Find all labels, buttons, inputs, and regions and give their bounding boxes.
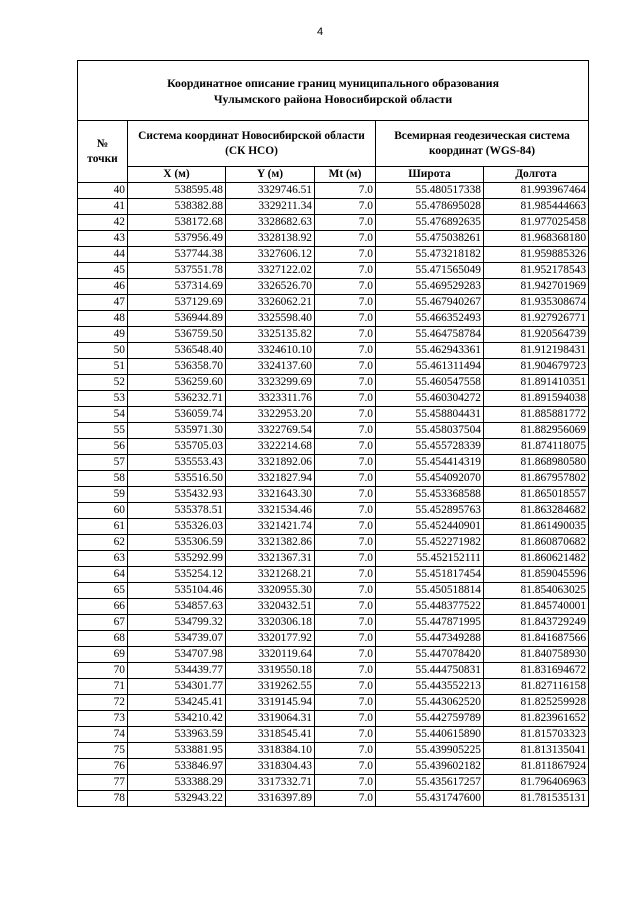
point-number-header [78,121,128,183]
table-row [78,599,589,615]
table-row [78,423,589,439]
latitude-cell: 55.440615890 [376,727,484,743]
x-cell: 534301.77 [128,679,226,695]
longitude-cell: 81.813135041 [484,743,589,759]
mt-cell: 7.0 [315,327,376,343]
table-row [78,631,589,647]
table-row [78,487,589,503]
y-cell: 3321268.21 [226,567,315,583]
y-cell: 3328682.63 [226,215,315,231]
table-row [78,439,589,455]
y-cell: 3320119.64 [226,647,315,663]
y-cell: 3322953.20 [226,407,315,423]
y-cell: 3327122.02 [226,263,315,279]
point-number-cell: 56 [78,439,128,455]
point-number-cell: 45 [78,263,128,279]
y-cell: 3325135.82 [226,327,315,343]
x-cell: 537744.38 [128,247,226,263]
x-cell: 536059.74 [128,407,226,423]
point-number-cell: 46 [78,279,128,295]
longitude-cell: 81.920564739 [484,327,589,343]
mt-cell: 7.0 [315,471,376,487]
point-number-cell: 64 [78,567,128,583]
mt-cell: 7.0 [315,407,376,423]
mt-cell: 7.0 [315,199,376,215]
x-cell: 535254.12 [128,567,226,583]
table-row [78,391,589,407]
mt-cell: 7.0 [315,775,376,791]
longitude-cell: 81.854063025 [484,583,589,599]
longitude-cell: 81.841687566 [484,631,589,647]
longitude-cell: 81.952178543 [484,263,589,279]
longitude-cell: 81.985444663 [484,199,589,215]
latitude-cell: 55.452440901 [376,519,484,535]
latitude-cell: 55.435617257 [376,775,484,791]
x-cell: 534245.41 [128,695,226,711]
point-number-cell: 44 [78,247,128,263]
x-cell: 536259.60 [128,375,226,391]
table-row [78,743,589,759]
x-cell: 534707.98 [128,647,226,663]
point-number-symbol: № [96,137,109,150]
y-cell: 3322214.68 [226,439,315,455]
mt-cell: 7.0 [315,615,376,631]
latitude-cell: 55.455728339 [376,439,484,455]
mt-cell: 7.0 [315,759,376,775]
latitude-cell: 55.447871995 [376,615,484,631]
y-cell: 3316397.89 [226,791,315,807]
mt-cell: 7.0 [315,455,376,471]
y-cell: 3329746.51 [226,183,315,199]
longitude-cell: 81.781535131 [484,791,589,807]
latitude-cell: 55.467940267 [376,295,484,311]
table-row [78,727,589,743]
point-number-cell: 62 [78,535,128,551]
x-cell: 534799.32 [128,615,226,631]
mt-cell: 7.0 [315,311,376,327]
table-row [78,567,589,583]
table-row [78,679,589,695]
longitude-cell: 81.942701969 [484,279,589,295]
mt-cell: 7.0 [315,727,376,743]
mt-cell: 7.0 [315,743,376,759]
latitude-cell: 55.452152111 [376,551,484,567]
x-cell: 537129.69 [128,295,226,311]
latitude-cell: 55.475038261 [376,231,484,247]
table-row [78,215,589,231]
table-row [78,759,589,775]
y-cell: 3322769.54 [226,423,315,439]
point-number-cell: 43 [78,231,128,247]
point-number-cell: 68 [78,631,128,647]
point-number-cell: 76 [78,759,128,775]
y-cell: 3321382.86 [226,535,315,551]
x-cell: 535553.43 [128,455,226,471]
y-cell: 3326526.70 [226,279,315,295]
point-number-cell: 49 [78,327,128,343]
latitude-cell: 55.452895763 [376,503,484,519]
table-row [78,407,589,423]
x-cell: 535104.46 [128,583,226,599]
mt-cell: 7.0 [315,663,376,679]
latitude-cell: 55.476892635 [376,215,484,231]
y-cell: 3321534.46 [226,503,315,519]
point-number-cell: 65 [78,583,128,599]
longitude-cell: 81.845740001 [484,599,589,615]
latitude-cell: 55.431747600 [376,791,484,807]
x-cell: 536548.40 [128,343,226,359]
point-number-word: точки [87,152,118,165]
table-row [78,535,589,551]
mt-cell: 7.0 [315,439,376,455]
latitude-cell: 55.461311494 [376,359,484,375]
point-number-cell: 70 [78,663,128,679]
table-row [78,615,589,631]
longitude-cell: 81.935308674 [484,295,589,311]
point-number-cell: 63 [78,551,128,567]
longitude-cell: 81.868980580 [484,455,589,471]
y-cell: 3321421.74 [226,519,315,535]
mt-cell: 7.0 [315,247,376,263]
latitude-cell: 55.447349288 [376,631,484,647]
latitude-cell: 55.453368588 [376,487,484,503]
longitude-cell: 81.823961652 [484,711,589,727]
longitude-cell: 81.863284682 [484,503,589,519]
longitude-cell: 81.815703323 [484,727,589,743]
latitude-cell: 55.454414319 [376,455,484,471]
coordinates-table [77,60,589,807]
mt-cell: 7.0 [315,679,376,695]
table-row [78,199,589,215]
x-cell: 538382.88 [128,199,226,215]
y-cell: 3319262.55 [226,679,315,695]
x-cell: 533881.95 [128,743,226,759]
latitude-cell: 55.466352493 [376,311,484,327]
point-number-cell: 73 [78,711,128,727]
point-number-cell: 54 [78,407,128,423]
y-cell: 3321827.94 [226,471,315,487]
x-cell: 533963.59 [128,727,226,743]
latitude-cell: 55.442759789 [376,711,484,727]
latitude-cell: 55.454092070 [376,471,484,487]
longitude-cell: 81.885881772 [484,407,589,423]
x-cell: 537956.49 [128,231,226,247]
x-cell: 533388.29 [128,775,226,791]
x-cell: 535432.93 [128,487,226,503]
y-cell: 3319550.18 [226,663,315,679]
longitude-cell: 81.825259928 [484,695,589,711]
latitude-cell: 55.443552213 [376,679,484,695]
x-column-header: X (м) [128,167,226,183]
y-cell: 3329211.34 [226,199,315,215]
latitude-cell: 55.478695028 [376,199,484,215]
table-row [78,647,589,663]
y-cell: 3319145.94 [226,695,315,711]
longitude-cell: 81.843729249 [484,615,589,631]
longitude-cell: 81.912198431 [484,343,589,359]
mt-cell: 7.0 [315,343,376,359]
x-cell: 535516.50 [128,471,226,487]
mt-cell: 7.0 [315,375,376,391]
point-number-cell: 61 [78,519,128,535]
table-row [78,471,589,487]
latitude-cell: 55.480517338 [376,183,484,199]
latitude-column-header: Широта [376,167,484,183]
latitude-cell: 55.439905225 [376,743,484,759]
point-number-cell: 52 [78,375,128,391]
table-row [78,279,589,295]
point-number-cell: 41 [78,199,128,215]
latitude-cell: 55.451817454 [376,567,484,583]
wgs-group-header: Всемирная геодезическая система координат (WGS-84) [376,121,589,167]
point-number-cell: 78 [78,791,128,807]
mt-cell: 7.0 [315,487,376,503]
y-column-header: Y (м) [226,167,315,183]
point-number-cell: 40 [78,183,128,199]
point-number-cell: 69 [78,647,128,663]
y-cell: 3320177.92 [226,631,315,647]
x-cell: 535378.51 [128,503,226,519]
mt-cell: 7.0 [315,295,376,311]
y-cell: 3323311.76 [226,391,315,407]
point-number-cell: 55 [78,423,128,439]
x-cell: 532943.22 [128,791,226,807]
longitude-cell: 81.796406963 [484,775,589,791]
longitude-cell: 81.827116158 [484,679,589,695]
x-cell: 534857.63 [128,599,226,615]
longitude-cell: 81.811867924 [484,759,589,775]
point-number-cell: 66 [78,599,128,615]
table-row [78,455,589,471]
table-row [78,583,589,599]
point-number-cell: 71 [78,679,128,695]
longitude-cell: 81.831694672 [484,663,589,679]
x-cell: 536759.50 [128,327,226,343]
table-row [78,183,589,199]
longitude-cell: 81.867957802 [484,471,589,487]
table-row [78,711,589,727]
mt-cell: 7.0 [315,231,376,247]
x-cell: 534210.42 [128,711,226,727]
x-cell: 536232.71 [128,391,226,407]
point-number-cell: 58 [78,471,128,487]
y-cell: 3321643.30 [226,487,315,503]
mt-cell: 7.0 [315,519,376,535]
mt-cell: 7.0 [315,631,376,647]
y-cell: 3318384.10 [226,743,315,759]
y-cell: 3328138.92 [226,231,315,247]
latitude-cell: 55.439602182 [376,759,484,775]
latitude-cell: 55.447078420 [376,647,484,663]
mt-cell: 7.0 [315,583,376,599]
mt-cell: 7.0 [315,567,376,583]
x-cell: 535971.30 [128,423,226,439]
y-cell: 3320306.18 [226,615,315,631]
mt-cell: 7.0 [315,215,376,231]
table-row [78,503,589,519]
y-cell: 3318545.41 [226,727,315,743]
y-cell: 3321367.31 [226,551,315,567]
longitude-cell: 81.977025458 [484,215,589,231]
x-cell: 537551.78 [128,263,226,279]
latitude-cell: 55.458037504 [376,423,484,439]
longitude-cell: 81.874118075 [484,439,589,455]
x-cell: 533846.97 [128,759,226,775]
latitude-cell: 55.462943361 [376,343,484,359]
y-cell: 3321892.06 [226,455,315,471]
point-number-cell: 72 [78,695,128,711]
table-row [78,775,589,791]
point-number-cell: 53 [78,391,128,407]
longitude-cell: 81.840758930 [484,647,589,663]
latitude-cell: 55.450518814 [376,583,484,599]
table-row [78,263,589,279]
y-cell: 3327606.12 [226,247,315,263]
table-row [78,311,589,327]
longitude-cell: 81.993967464 [484,183,589,199]
table-row [78,375,589,391]
table-body [78,183,589,807]
table-row [78,663,589,679]
nso-group-header: Система координат Новосибирской области (СК НСО) [128,121,376,167]
table-row [78,327,589,343]
point-number-cell: 67 [78,615,128,631]
point-number-cell: 75 [78,743,128,759]
longitude-cell: 81.860870682 [484,535,589,551]
table-title-line2: Чулымского района Новосибирской области [213,91,453,106]
table-title-line1: Координатное описание границ муниципального образования [167,75,499,90]
point-number-cell: 47 [78,295,128,311]
x-cell: 538595.48 [128,183,226,199]
x-cell: 538172.68 [128,215,226,231]
x-cell: 535292.99 [128,551,226,567]
latitude-cell: 55.452271982 [376,535,484,551]
mt-column-header: Mt (м) [315,167,376,183]
longitude-cell: 81.861490035 [484,519,589,535]
x-cell: 534739.07 [128,631,226,647]
longitude-cell: 81.891410351 [484,375,589,391]
latitude-cell: 55.443062520 [376,695,484,711]
mt-cell: 7.0 [315,695,376,711]
point-number-cell: 57 [78,455,128,471]
x-cell: 534439.77 [128,663,226,679]
latitude-cell: 55.469529283 [376,279,484,295]
longitude-cell: 81.859045596 [484,567,589,583]
y-cell: 3320432.51 [226,599,315,615]
longitude-cell: 81.968368180 [484,231,589,247]
y-cell: 3324137.60 [226,359,315,375]
mt-cell: 7.0 [315,711,376,727]
mt-cell: 7.0 [315,503,376,519]
point-number-cell: 51 [78,359,128,375]
table-title [78,61,589,121]
table-row [78,295,589,311]
y-cell: 3317332.71 [226,775,315,791]
latitude-cell: 55.471565049 [376,263,484,279]
table-row [78,695,589,711]
y-cell: 3318304.43 [226,759,315,775]
longitude-cell: 81.959885326 [484,247,589,263]
table-row [78,231,589,247]
point-number-cell: 48 [78,311,128,327]
mt-cell: 7.0 [315,359,376,375]
table-row [78,791,589,807]
latitude-cell: 55.448377522 [376,599,484,615]
table-row [78,343,589,359]
mt-cell: 7.0 [315,183,376,199]
table-row [78,519,589,535]
longitude-cell: 81.891594038 [484,391,589,407]
latitude-cell: 55.464758784 [376,327,484,343]
y-cell: 3320955.30 [226,583,315,599]
y-cell: 3323299.69 [226,375,315,391]
mt-cell: 7.0 [315,423,376,439]
mt-cell: 7.0 [315,599,376,615]
mt-cell: 7.0 [315,391,376,407]
point-number-cell: 50 [78,343,128,359]
table-row [78,247,589,263]
x-cell: 535306.59 [128,535,226,551]
mt-cell: 7.0 [315,647,376,663]
mt-cell: 7.0 [315,551,376,567]
longitude-cell: 81.865018557 [484,487,589,503]
latitude-cell: 55.444750831 [376,663,484,679]
longitude-column-header: Долгота [484,167,589,183]
x-cell: 536944.89 [128,311,226,327]
point-number-cell: 77 [78,775,128,791]
page-number: 4 [316,26,324,38]
latitude-cell: 55.460547558 [376,375,484,391]
x-cell: 535705.03 [128,439,226,455]
table-row [78,551,589,567]
latitude-cell: 55.460304272 [376,391,484,407]
y-cell: 3319064.31 [226,711,315,727]
x-cell: 537314.69 [128,279,226,295]
x-cell: 536358.70 [128,359,226,375]
mt-cell: 7.0 [315,535,376,551]
longitude-cell: 81.904679723 [484,359,589,375]
mt-cell: 7.0 [315,279,376,295]
table-row [78,359,589,375]
point-number-cell: 60 [78,503,128,519]
y-cell: 3324610.10 [226,343,315,359]
longitude-cell: 81.882956069 [484,423,589,439]
mt-cell: 7.0 [315,791,376,807]
longitude-cell: 81.927926771 [484,311,589,327]
point-number-cell: 74 [78,727,128,743]
longitude-cell: 81.860621482 [484,551,589,567]
latitude-cell: 55.458804431 [376,407,484,423]
point-number-cell: 42 [78,215,128,231]
x-cell: 535326.03 [128,519,226,535]
latitude-cell: 55.473218182 [376,247,484,263]
point-number-cell: 59 [78,487,128,503]
mt-cell: 7.0 [315,263,376,279]
y-cell: 3325598.40 [226,311,315,327]
y-cell: 3326062.21 [226,295,315,311]
